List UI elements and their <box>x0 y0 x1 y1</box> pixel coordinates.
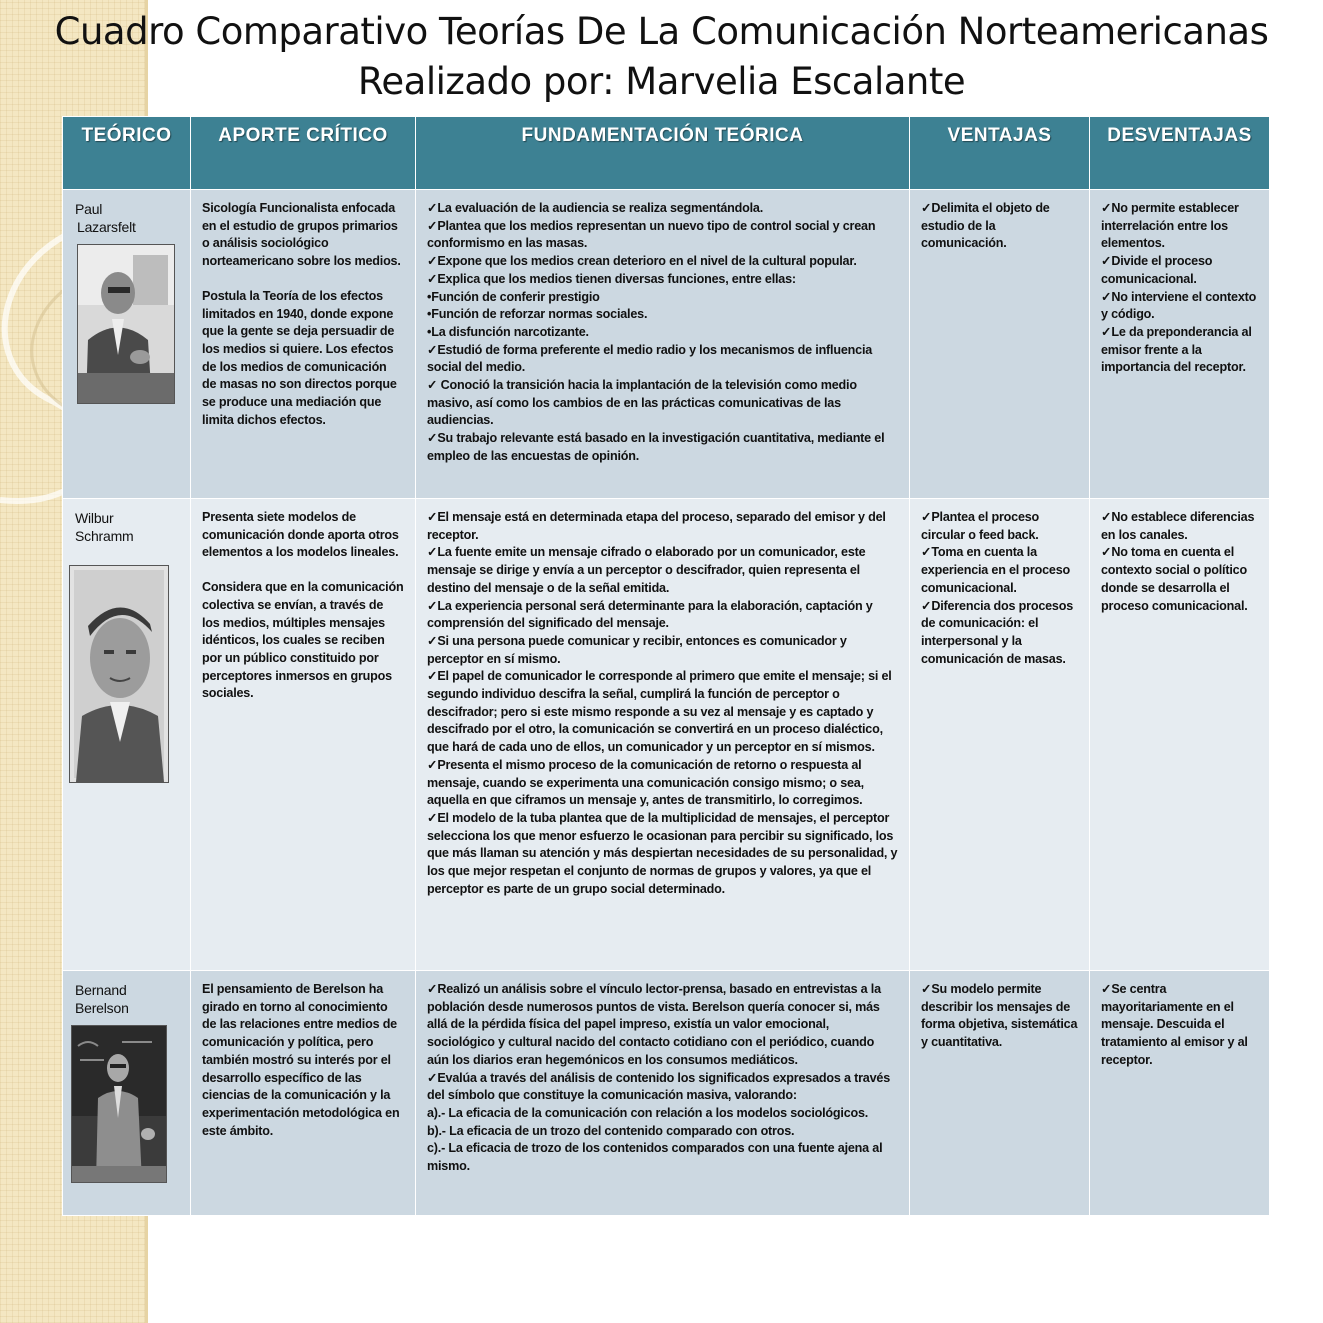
fundamentacion-item: ✓Presenta el mismo proceso de la comunicación de retorno o respuesta al mensaje, cuando se experimenta una comunicación consigo mismo; o sea, aquella en que ciframos un mensaje y, antes de transmitirlo, lo corregimos. <box>427 757 864 808</box>
desventaja-item: ✓Se centra mayoritariamente en el mensaje. Descuida el tratamiento al emisor y al receptor. <box>1101 982 1248 1067</box>
fundamentacion-item: •Función de conferir prestigio <box>427 289 600 304</box>
theorist-photo <box>77 244 175 404</box>
desventaja-item: ✓No establece diferencias en los canales. <box>1101 510 1255 542</box>
fundamentacion-item: ✓Plantea que los medios representan un nuevo tipo de control social y crean conformismo en las masas. <box>427 218 876 251</box>
theorist-first-name: Wilbur <box>75 510 114 526</box>
aporte-paragraph: Sicología Funcionalista enfocada en el estudio de grupos primarios o análisis sociológico norteamericano sobre los medios. <box>202 201 401 269</box>
header-fundamentacion: FUNDAMENTACIÓN TEÓRICA <box>416 117 910 190</box>
ventajas-cell <box>910 499 1090 971</box>
aporte-paragraph: El pensamiento de Berelson ha girado en torno al conocimiento de las relaciones entre medios de comunicación y política, pero también mostró su interés por el desarrollo específico de las ciencias de la comunicación y la experimentación metodológica en este ámbito. <box>202 982 400 1138</box>
header-teorico: TEÓRICO <box>63 117 191 190</box>
fundamentacion-item: ✓Estudió de forma preferente el medio radio y los mecanismos de influencia social del medio. <box>427 342 873 375</box>
header-aporte-critico: APORTE CRÍTICO <box>191 117 416 190</box>
aporte-critico-cell <box>191 190 416 499</box>
aporte-paragraph: Postula la Teoría de los efectos limitados en 1940, donde expone que la gente se deja persuadir de los medios si quiere. Los efectos de los medios de comunicación de masas no son directos porque se produce una mediación que limita dichos efectos. <box>202 288 397 427</box>
table-row <box>63 499 1270 971</box>
fundamentacion-cell <box>416 190 910 499</box>
aporte-critico-cell <box>191 971 416 1216</box>
desventajas-cell <box>1090 190 1270 499</box>
fundamentacion-item: a).- La eficacia de la comunicación con relación a los modelos sociológicos. <box>427 1105 869 1120</box>
fundamentacion-cell <box>416 499 910 971</box>
ventaja-item: ✓Toma en cuenta la experiencia en el proceso comunicacional. <box>921 545 1070 595</box>
table-row <box>63 190 1270 499</box>
ventaja-item: ✓Su modelo permite describir los mensajes de forma objetiva, sistemática y cuantitativa. <box>921 982 1078 1050</box>
aporte-paragraph: Considera que en la comunicación colectiva se envían, a través de los medios, múltiples mensajes idénticos, los cuales se reciben por un público constituido por perceptores inmersos en grupos sociales. <box>202 580 404 701</box>
fundamentacion-item: ✓Su trabajo relevante está basado en la investigación cuantitativa, mediante el empleo de las encuestas de opinión. <box>427 431 885 463</box>
desventajas-cell <box>1090 971 1270 1216</box>
theorist-cell <box>63 499 191 971</box>
ventaja-item: ✓Diferencia dos procesos de comunicación: el interpersonal y la comunicación de masas. <box>921 598 1074 666</box>
theorist-last-name: Schramm <box>75 528 134 544</box>
desventaja-item: ✓Le da preponderancia al emisor frente a la importancia del receptor. <box>1101 324 1252 375</box>
table-row <box>63 971 1270 1216</box>
fundamentacion-item: ✓El mensaje está en determinada etapa del proceso, separado del emisor y del receptor. <box>427 510 886 542</box>
ventaja-item: ✓Delimita el objeto de estudio de la comunicación. <box>921 201 1050 251</box>
fundamentacion-item: ✓Si una persona puede comunicar y recibir, entonces es comunicador y perceptor en sí mismo. <box>427 633 847 666</box>
fundamentacion-item: ✓El papel de comunicador le corresponde al primero que emite el mensaje; si el segundo individuo descifra la señal, cumplirá la función de perceptor o descifrador; pero si este mismo responde a su vez al mensaje y es captado y descifrado por el otro, la comunicación se convertirá en un proceso dialéctico, que hará de cada uno de ellos, un comunicador y un perceptor en sí mismos. <box>427 669 892 755</box>
theorist-first-name: Paul <box>75 201 103 217</box>
header-row <box>63 117 1270 190</box>
fundamentacion-item: ✓La experiencia personal será determinante para la elaboración, captación y comprensión del significado del mensaje. <box>427 598 873 631</box>
fundamentacion-item: ✓Evalúa a través del análisis de contenido los significados expresados a través del símbolo que constituye la comunicación masiva, valorando: <box>427 1070 891 1103</box>
ventajas-cell <box>910 971 1090 1216</box>
theorist-cell <box>63 190 191 499</box>
ventaja-item: ✓Plantea el proceso circular o feed back. <box>921 510 1040 542</box>
desventaja-item: ✓No permite establecer interrelación entre los elementos. <box>1101 201 1239 251</box>
comparison-table <box>62 116 1270 1216</box>
fundamentacion-item: ✓La fuente emite un mensaje cifrado o elaborado por un comunicador, este mensaje se dirige y envía a un perceptor o descifrador, quien representa el destino del mensaje o de la señal emitida. <box>427 545 866 595</box>
theorist-first-name: Bernand <box>75 982 127 998</box>
fundamentacion-item: ✓Explica que los medios tienen diversas funciones, entre ellas: <box>427 271 796 286</box>
fundamentacion-item: ✓ Conoció la transición hacia la implantación de la televisión como medio masivo, así como los cambios de en las prácticas comunicativas de las audiencias. <box>427 378 857 428</box>
fundamentacion-item: ✓El modelo de la tuba plantea que de la multiplicidad de mensajes, el perceptor selecciona los que menor esfuerzo le ocasionan para percibir su significado, los que más llaman su atención y más despiertan necesidades de su personalidad, y los que mejor respetan el conjunto de normas de grupos y valores, ya que el perceptor es parte de un grupo social determinado. <box>427 810 898 896</box>
desventaja-item: ✓No toma en cuenta el contexto social o político donde se desarrolla el proceso comunicacional. <box>1101 545 1248 613</box>
fundamentacion-item: •La disfunción narcotizante. <box>427 324 589 339</box>
header-desventajas: DESVENTAJAS <box>1090 117 1270 190</box>
theorist-photo <box>69 565 169 783</box>
theorist-last-name: Berelson <box>75 1000 129 1016</box>
ventajas-cell <box>910 190 1090 499</box>
desventajas-cell <box>1090 499 1270 971</box>
theorist-photo <box>71 1025 167 1183</box>
theorist-last-name: Lazarsfelt <box>77 219 136 235</box>
aporte-paragraph: Presenta siete modelos de comunicación donde aporta otros elementos a los modelos lineales. <box>202 510 399 560</box>
fundamentacion-item: •Función de reforzar normas sociales. <box>427 307 648 322</box>
fundamentacion-item: ✓Realizó un análisis sobre el vínculo lector-prensa, basado en entrevistas a la población desde numerosos puntos de vista. Berelson quería conocer si, más allá de la pérdida física del papel impreso, existía un valor emocional, sociológico y cultural nacido del contacto cotidiano con el periódico, cuando aún los diarios eran hegemónicos en los consumos mediáticos. <box>427 982 881 1067</box>
fundamentacion-cell <box>416 971 910 1216</box>
desventaja-item: ✓No interviene el contexto y código. <box>1101 289 1257 322</box>
aporte-critico-cell <box>191 499 416 971</box>
fundamentacion-item: b).- La eficacia de un trozo del contenido comparado con otros. <box>427 1123 795 1138</box>
header-ventajas: VENTAJAS <box>910 117 1090 190</box>
fundamentacion-item: ✓Expone que los medios crean deterioro en el nivel de la cultural popular. <box>427 254 857 269</box>
theorist-cell <box>63 971 191 1216</box>
page-subtitle: Realizado por: Marvelia Escalante <box>357 60 966 103</box>
desventaja-item: ✓Divide el proceso comunicacional. <box>1101 254 1213 286</box>
fundamentacion-item: c).- La eficacia de trozo de los contenidos comparados con una fuente ajena al mismo. <box>427 1141 883 1174</box>
page-title: Cuadro Comparativo Teorías De La Comunicación Norteamericanas <box>54 10 1269 53</box>
fundamentacion-item: ✓La evaluación de la audiencia se realiza segmentándola. <box>427 201 764 215</box>
